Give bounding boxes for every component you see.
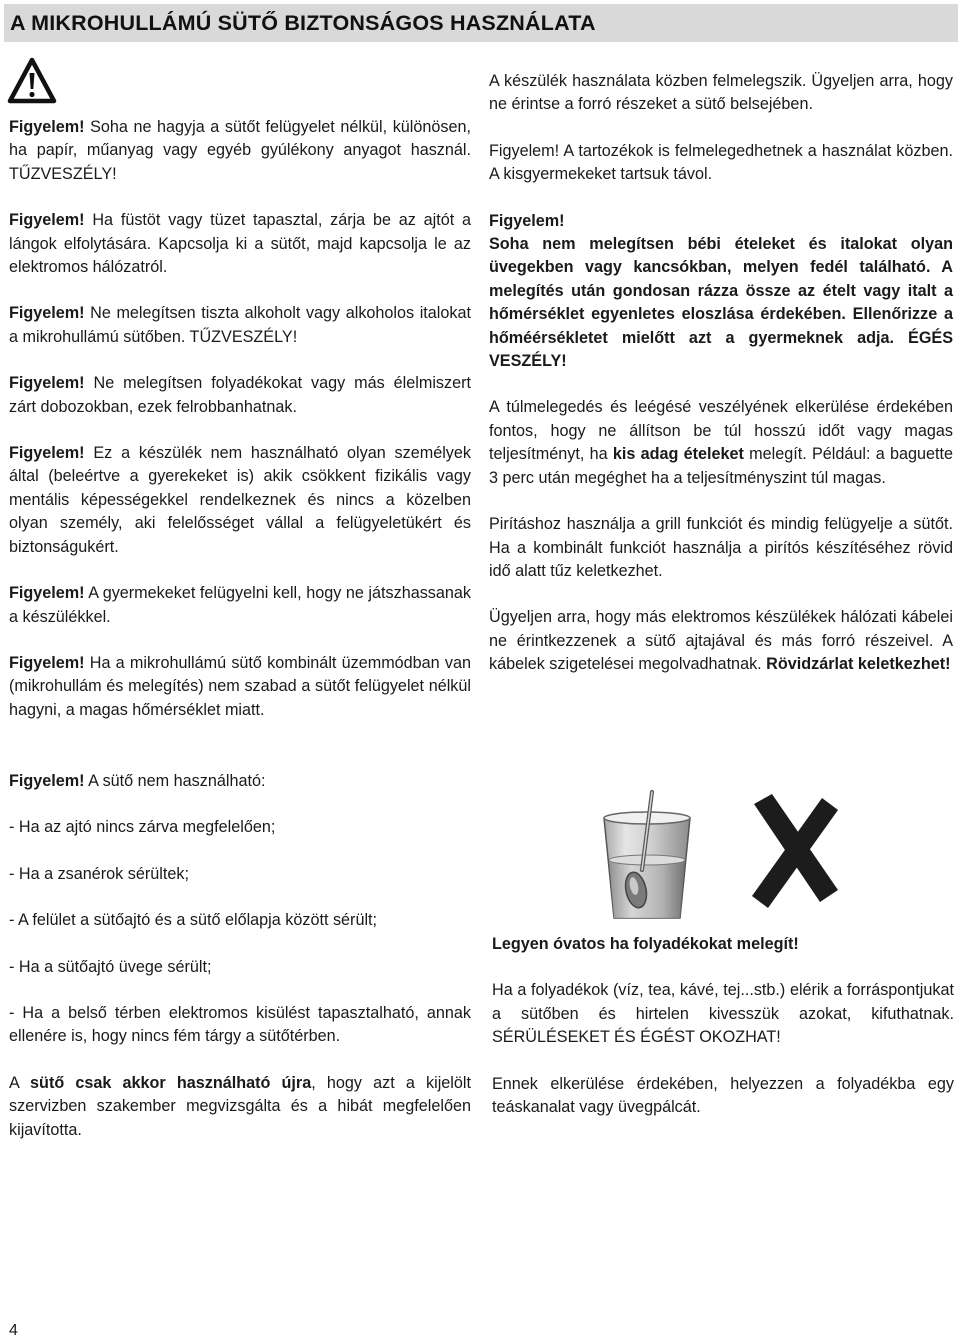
warning-paragraph: Figyelem! A gyermekeket felügyelni kell, hogy ne játszhassanak a készülékkel.: [9, 584, 471, 626]
title-bar: [4, 4, 958, 42]
warning-paragraph: Figyelem! Soha ne hagyja a sütőt felügyelet nélkül, különösen, ha papír, műanyag vagy egyéb gyúlékony anyagot használ. TŰZVESZÉLY!: [9, 118, 471, 183]
info-paragraph: Figyelem! A tartozékok is felmelegedhetnek a használat közben. A kisgyermekeket tartsuk távol.: [489, 141, 953, 184]
info-paragraph: Ennek elkerülése érdekében, helyezzen a folyadékba egy teáskanalat vagy üvegpálcát.: [492, 1074, 954, 1117]
warning-paragraph: Figyelem! Ne melegítsen folyadékokat vagy más élelmiszert zárt dobozokban, ezek felrobbanhatnak.: [9, 374, 471, 416]
info-paragraph: Ügyeljen arra, hogy más elektromos készülékek hálózati kábelei ne érintkezzenek a sütő ajtajával és más forró részeivel. A kábelek szigetelései megolvadhatnak. Rövidzárlat keletkezhet!: [489, 608, 953, 674]
list-item: - Ha az ajtó nincs zárva megfelelően;: [9, 818, 276, 837]
info-paragraph: Ha a folyadékok (víz, tea, kávé, tej...stb.) elérik a forráspontjukat a sütőben és hirtelen kivesszük azokat, kifuthatnak. SÉRÜLÉSEKET ÉS ÉGÉST OKOZHAT!: [492, 981, 954, 1047]
info-paragraph: Pirításhoz használja a grill funkciót és mindig felügyelje a sütőt. Ha a kombinált funkciót használja a pirítós készítéséhez rövid idő alatt tűz keletkezhet.: [489, 515, 953, 580]
list-item: - Ha a zsanérok sérültek;: [9, 864, 189, 883]
list-item: - A felület a sütőajtó és a sütő előlapja között sérült;: [9, 911, 378, 930]
warning-paragraph: Figyelem! Ha füstöt vagy tüzet tapasztal, zárja be az ajtót a lángok elfolytására. Kapcsolja ki a sütőt, majd kapcsolja le az elektromos hálózatról.: [9, 211, 471, 277]
warning-heading: Figyelem!: [489, 211, 565, 230]
warning-body: Soha nem melegítsen bébi ételeket és italokat olyan üvegekben vagy kancsókban, melyen fedél található. A melegítés után gondosan rázza össze az ételt vagy italt a hőmérséklet egyenletes eloszlása érdekében. Ellenőrizze a hőméérsékletet mielőtt azt a gyermeknek adja. ÉGÉS VESZÉLY!: [489, 235, 953, 371]
section-heading: Legyen óvatos ha folyadékokat melegít!: [492, 935, 799, 953]
page-title: A MIKROHULLÁMÚ SÜTŐ BIZTONSÁGOS HASZNÁLATA: [10, 11, 596, 35]
list-item: - Ha a sütőajtó üvege sérült;: [9, 957, 212, 976]
restrictions-intro: Figyelem! A sütő nem használható:: [9, 772, 266, 790]
right-column: [489, 70, 953, 700]
warning-paragraph: Figyelem! Ha a mikrohullámú sütő kombinált üzemmódban van (mikrohullám és melegítés) nem szabad a sütőt felügyelet nélkül hagyni, a magas hőmérséklet miatt.: [9, 653, 471, 719]
oven-use-restrictions: [9, 770, 471, 1165]
glass-with-spoon-crossed-icon: [596, 790, 840, 922]
warning-triangle-icon: [7, 56, 57, 106]
page-number: 4: [9, 1322, 18, 1339]
list-item: - Ha a belső térben elektromos kisülést tapasztalható, annak ellenére is, hogy nincs fém tárgy a sütőtérben.: [9, 1004, 471, 1046]
info-paragraph: A túlmelegedés és leégésé veszélyének elkerülése érdekében fontos, hogy ne állítson be túl hosszú időt vagy magas teljesítményt, ha kis adag ételeket melegít. Például: a baguette 3 perc után megéghet ha a teljesítményszint túl magas.: [489, 398, 953, 487]
info-paragraph: A készülék használata közben felmelegszik. Ügyeljen arra, hogy ne érintse a forró részeket a sütő belsejében.: [489, 72, 953, 114]
baby-food-warning: [489, 210, 953, 374]
liquid-heating-section: [492, 933, 954, 1142]
warning-paragraph: Figyelem! Ne melegítsen tiszta alkoholt vagy alkoholos italokat a mikrohullámú sütőben. TŰZVESZÉLY!: [9, 304, 471, 346]
left-column: [9, 116, 471, 745]
warning-paragraph: Figyelem! Ez a készülék nem használható olyan személyek által (beleértve a gyerekeket is) akik csökkent fizikális vagy mentális képességekkel rendelkeznek és nincs a közelben olyan személy, aki felelősséget vállal a felügyeletükért és biztonságukért.: [9, 444, 471, 556]
repair-note: A sütő csak akkor használható újra, hogy azt a kijelölt szervizben szakember megvizsgálta és a hibát megfelelően kijavította.: [9, 1073, 471, 1139]
